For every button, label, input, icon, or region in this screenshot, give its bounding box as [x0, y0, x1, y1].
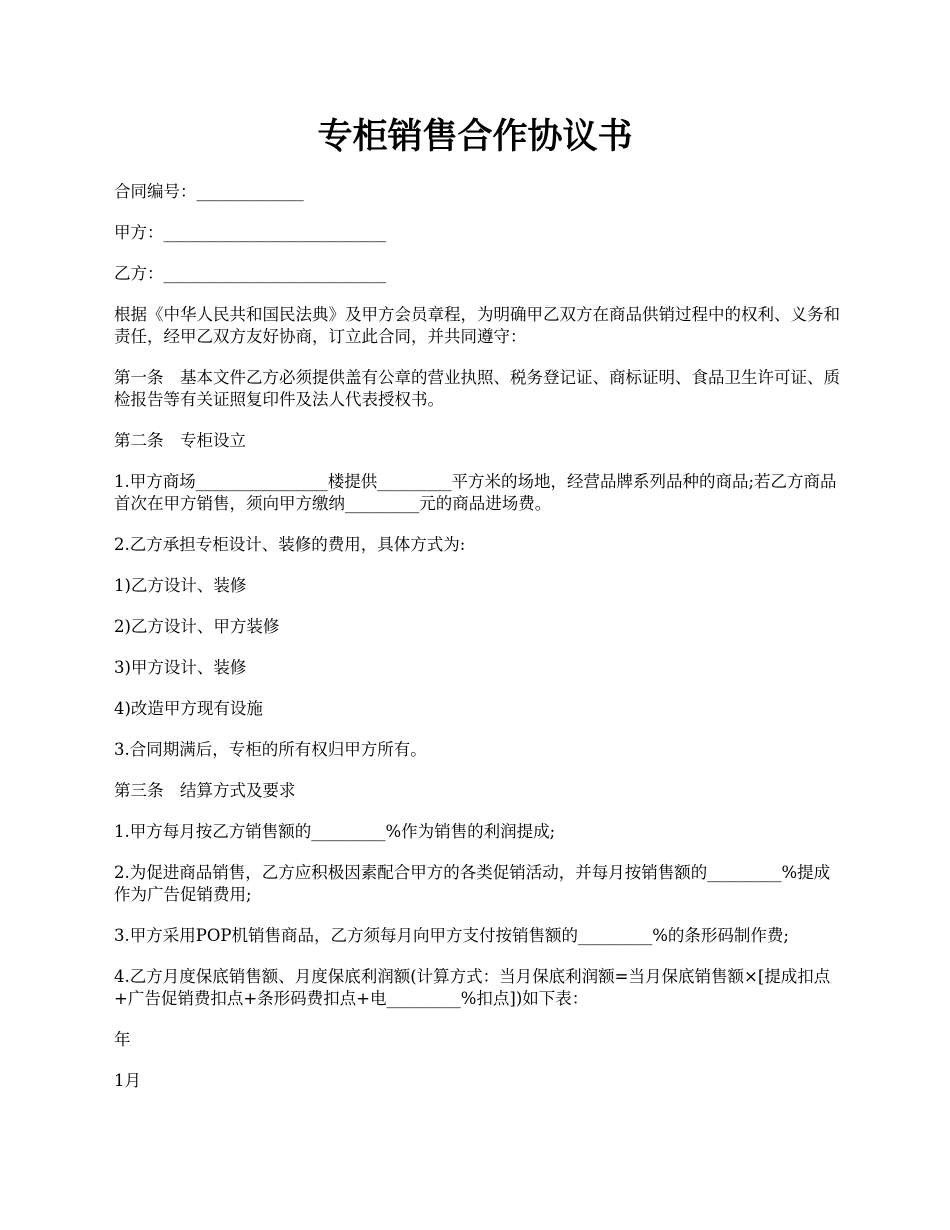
- table-row-january: 1月: [114, 1071, 141, 1090]
- article-3-clause-2: 2.为促进商品销售，乙方应积极因素配合甲方的各类促销活动，并每月按销售额的_________%提成作为广告促销费用;: [114, 863, 831, 904]
- document-body: [114, 181, 842, 1111]
- party-a-line: 甲方：___________________________: [114, 223, 387, 242]
- article-3-clause-4: 4.乙方月度保底销售额、月度保底利润额(计算方式：当月保底利润额=当月保底销售额×[提成扣点+广告促销费扣点+条形码费扣点+电_________%扣点])如下表：: [114, 967, 831, 1008]
- table-header-year: 年: [114, 1030, 131, 1049]
- article-2-clause-3: 3.合同期满后，专柜的所有权归甲方所有。: [114, 740, 427, 759]
- option-1: 1)乙方设计、装修: [114, 576, 247, 595]
- article-2-clause-2: 2.乙方承担专柜设计、装修的费用，具体方式为:: [114, 535, 466, 554]
- article-1-paragraph: 第一条 基本文件乙方必须提供盖有公章的营业执照、税务登记证、商标证明、食品卫生许可证、质检报告等有关证照复印件及法人代表授权书。: [114, 368, 840, 409]
- article-3-heading: 第三条 结算方式及要求: [114, 781, 296, 800]
- article-2-heading: 第二条 专柜设立: [114, 431, 246, 450]
- option-2: 2)乙方设计、甲方装修: [114, 617, 280, 636]
- option-4: 4)改造甲方现有设施: [114, 699, 263, 718]
- preamble-paragraph: 根据《中华人民共和国民法典》及甲方会员章程，为明确甲乙双方在商品供销过程中的权利、义务和责任，经甲乙双方友好协商，订立此合同，并共同遵守：: [114, 305, 840, 346]
- party-b-line: 乙方：___________________________: [114, 264, 387, 283]
- article-3-clause-1: 1.甲方每月按乙方销售额的_________%作为销售的利润提成;: [114, 822, 556, 841]
- article-2-clause-1: 1.甲方商场________________楼提供_________平方米的场地，经营品牌系列品种的商品;若乙方商品首次在甲方销售，须向甲方缴纳_________元的商品进场费。: [114, 472, 837, 513]
- article-3-clause-3: 3.甲方采用POP机销售商品，乙方须每月向甲方支付按销售额的_________%的条形码制作费;: [114, 926, 789, 945]
- document-title: 专柜销售合作协议书: [317, 116, 633, 157]
- contract-number-line: 合同编号：_____________: [114, 182, 304, 201]
- option-3: 3)甲方设计、装修: [114, 658, 247, 677]
